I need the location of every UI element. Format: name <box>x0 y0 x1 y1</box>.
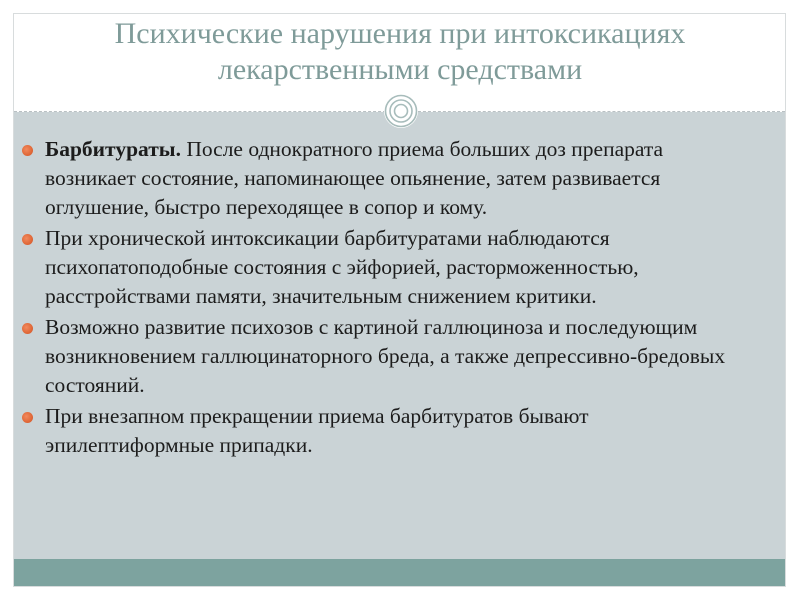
orange-dot-bullet-icon <box>22 145 33 156</box>
list-item <box>20 224 750 311</box>
orange-dot-bullet-icon <box>22 412 33 423</box>
bullet-text: При хронической интоксикации барбитуратами наблюдаются психопатоподобные состояния с эйфорией, расторможенностью, расстройствами памяти, значительным снижением критики. <box>45 226 639 308</box>
bullet-list <box>20 135 750 462</box>
list-item <box>20 313 750 400</box>
list-item <box>20 135 750 222</box>
concentric-circles-icon <box>384 94 418 128</box>
bullet-lead: Барбитураты. <box>45 137 181 161</box>
bullet-text: После однократного приема больших доз препарата возникает состояние, напоминающее опьянение, затем развивается оглушение, быстро переходящее в сопор и кому. <box>45 137 664 219</box>
orange-dot-bullet-icon <box>22 234 33 245</box>
list-item <box>20 402 750 460</box>
slide-title: Психические нарушения при интоксикациях лекарственными средствами <box>114 17 686 86</box>
footer-band <box>14 559 785 587</box>
bullet-text: Возможно развитие психозов с картиной галлюциноза и последующим возникновением галлюцинаторного бреда, а также депрессивно-бредовых состояний. <box>45 315 726 397</box>
orange-dot-bullet-icon <box>22 323 33 334</box>
bullet-text: При внезапном прекращении приема барбитуратов бывают эпилептиформные припадки. <box>45 404 589 457</box>
